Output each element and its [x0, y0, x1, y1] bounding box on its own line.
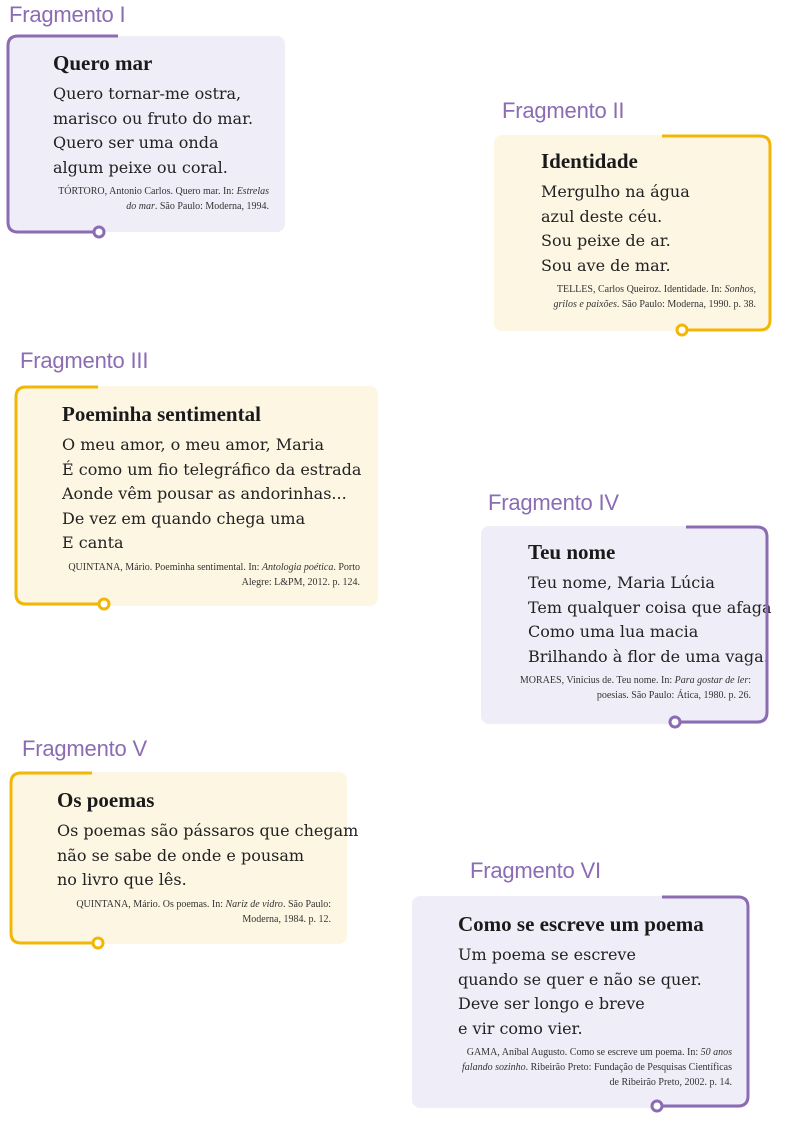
fragment-label-3: Fragmento III [20, 348, 149, 373]
poem-verse: quando se quer e não se quer. [458, 969, 702, 989]
poem-verse: Mergulho na água [541, 182, 690, 201]
poem-verse: azul deste céu. [541, 206, 663, 226]
citation: MORAES, Vinicius de. Teu nome. In: Para gostar de ler: poesias. São Paulo: Ática, 1980. p. 26. [519, 675, 751, 701]
poem-verse: Sou ave de mar. [541, 255, 671, 275]
poem-title: Como se escreve um poema [458, 912, 704, 936]
poem-verse: algum peixe ou coral. [53, 157, 228, 177]
poem-title: Quero mar [53, 51, 153, 75]
fragment-card-3 [16, 386, 378, 606]
fragment-label-6: Fragmento VI [470, 858, 601, 883]
poem-verse: Aonde vêm pousar as andorinhas... [62, 484, 347, 503]
fragment-label-1: Fragmento I [9, 2, 126, 27]
poem-verse: O meu amor, o meu amor, Maria [62, 435, 325, 454]
poem-verse: Deve ser longo e breve [458, 994, 645, 1013]
poem-verse: Os poemas são pássaros que chegam [57, 821, 359, 840]
poem-title: Identidade [541, 149, 638, 173]
citation: QUINTANA, Mário. Poeminha sentimental. In: Antologia poética. Porto Alegre: L&PM, 2012. p. 124. [68, 561, 360, 588]
poem-verse: E canta [62, 533, 124, 552]
poem-verse: Tem qualquer coisa que afaga [528, 597, 772, 617]
poem-verse: marisco ou fruto do mar. [53, 108, 254, 128]
poem-verse: e vir como vier. [458, 1018, 583, 1038]
poem-verse: no livro que lês. [57, 870, 187, 889]
fragment-card-6 [412, 896, 748, 1108]
fragment-label-5: Fragmento V [22, 736, 147, 761]
fragment-label-2: Fragmento II [502, 98, 625, 123]
poem-verse: É como um fio telegráfico da estrada [62, 459, 362, 479]
poem-verse: Brilhando à flor de uma vaga. [528, 646, 769, 666]
fragment-card-5 [11, 772, 359, 944]
poem-verse: Sou peixe de ar. [541, 231, 671, 250]
fragment-card-2 [494, 135, 770, 331]
poem-verse: Como uma lua macia [528, 622, 699, 641]
fragment-label-4: Fragmento IV [488, 490, 619, 515]
poem-verse: Quero ser uma onda [53, 133, 219, 152]
fragment-card-4 [481, 526, 772, 724]
citation: TÓRTORO, Antonio Carlos. Quero mar. In: Estrelas do mar. São Paulo: Moderna, 1994. [58, 186, 269, 212]
poem-title: Os poemas [57, 788, 155, 812]
fragment-card-1 [8, 36, 285, 232]
poem-title: Poeminha sentimental [62, 402, 261, 426]
poem-verse: não se sabe de onde e pousam [57, 845, 305, 865]
poem-verse: Um poema se escreve [458, 945, 636, 964]
poem-verse: De vez em quando chega uma [62, 508, 306, 528]
poem-verse: Quero tornar-me ostra, [53, 84, 242, 103]
citation: GAMA, Aníbal Augusto. Como se escreve um poema. In: 50 anos falando sozinho. Ribeirão Preto: Fundação de Pesquisas Científicas de Ribeirão Preto, 2002. p. 14. [462, 1047, 732, 1088]
citation: QUINTANA, Mário. Os poemas. In: Nariz de vidro. São Paulo: Moderna, 1984. p. 12. [76, 898, 331, 925]
citation: TELLES, Carlos Queiroz. Identidade. In: Sonhos, grilos e paixões. São Paulo: Moderna, 1990. p. 38. [553, 284, 756, 310]
poem-verse: Teu nome, Maria Lúcia [528, 573, 715, 592]
poem-title: Teu nome [528, 540, 616, 564]
